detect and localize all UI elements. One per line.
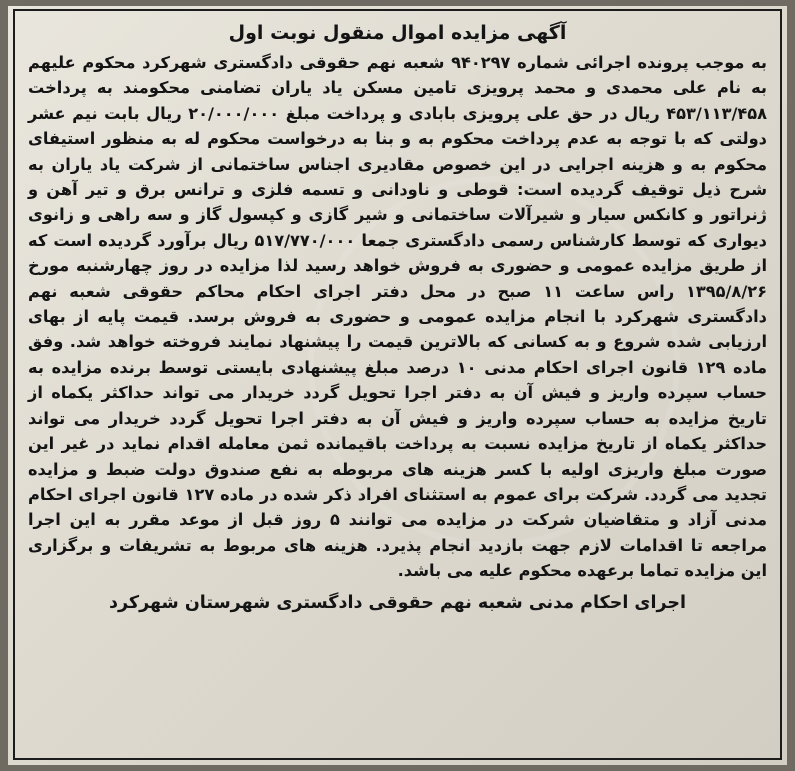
notice-title: آگهی مزایده اموال منقول نوبت اول — [228, 22, 567, 44]
notice-content — [28, 18, 767, 618]
newspaper-clipping — [8, 6, 787, 765]
notice-body: به موجب پرونده اجرائی شماره ۹۴۰۲۹۷ شعبه نهم حقوقی دادگستری شهرکرد محکوم علیهم به نام علی محمدی و محمد پرویزی تامین مسکن یاد یاران تضامنی محکومند به پرداخت ۴۵۳/۱۱۳/۴۵۸ ریال در حق علی پرویزی بابادی و پرداخت مبلغ ۲۰/۰۰۰/۰۰۰ ریال بابت نیم عشر دولتی که با توجه به عدم پرداخت محکوم به و بنا به درخواست محکوم له به منظور استیفای محکوم به و هزینه اجرایی در این خصوص مقادیری اجناس ساختمانی از شرکت یاد یاران به شرح ذیل توقیف گردیده است: قوطی و ناودانی و تسمه فلزی و ترانس برق و تیر آهن و ژنراتور و کانکس سیار و شیرآلات ساختمانی و شیر گازی و کپسول گاز و سه راهی و زانوی دیواری که توسط کارشناس رسمی دادگستری جمعا ۵۱۷/۷۷۰/۰۰۰ ریال برآورد گردیده است که از طریق مزایده عمومی و حضوری به فروش خواهد رسید لذا مزایده در روز چهارشنبه مورخ ۱۳۹۵/۸/۲۶ راس ساعت ۱۱ صبح در محل دفتر اجرای احکام محاکم حقوقی شعبه نهم دادگستری شهرکرد با انجام مزایده عمومی و حضوری به فروش برسد. قیمت پایه از بهای ارزیابی شده شروع و به کسانی که بالاترین قیمت را پیشنهاد نمایند فروخته خواهد شد. وفق ماده ۱۲۹ قانون اجرای احکام مدنی ۱۰ درصد مبلغ پیشنهادی بایستی توسط برنده مزایده به حساب سپرده واریز و فیش آن به دفتر اجرا تحویل گردد خریدار می تواند حداکثر یکماه از تاریخ مزایده به حساب سپرده واریز و فیش آن به دفتر اجرا تحویل گردد خریدار می تواند حداکثر یکماه از تاریخ مزایده نسبت به پرداخت باقیمانده ثمن معامله اقدام نماید در غیر این صورت مبلغ واریزی اولیه با کسر هزینه های مربوطه به نفع صندوق دولت ضبط و مزایده تجدید می گردد. شرکت برای عموم به استثنای افراد ذکر شده در ماده ۱۲۷ قانون اجرای احکام مدنی آزاد و متقاضیان شرکت در مزایده می توانند ۵ روز قبل از موعد مقرر به این اجرا مراجعه تا اقدامات لازم جهت بازدید انجام پذیرد. هزینه های مربوط به تشریفات و برگزاری این مزایده تماما برعهده محکوم علیه می باشد. — [28, 53, 767, 581]
notice-signature: اجرای احکام مدنی شعبه نهم حقوقی دادگستری شهرستان شهرکرد — [109, 592, 686, 613]
